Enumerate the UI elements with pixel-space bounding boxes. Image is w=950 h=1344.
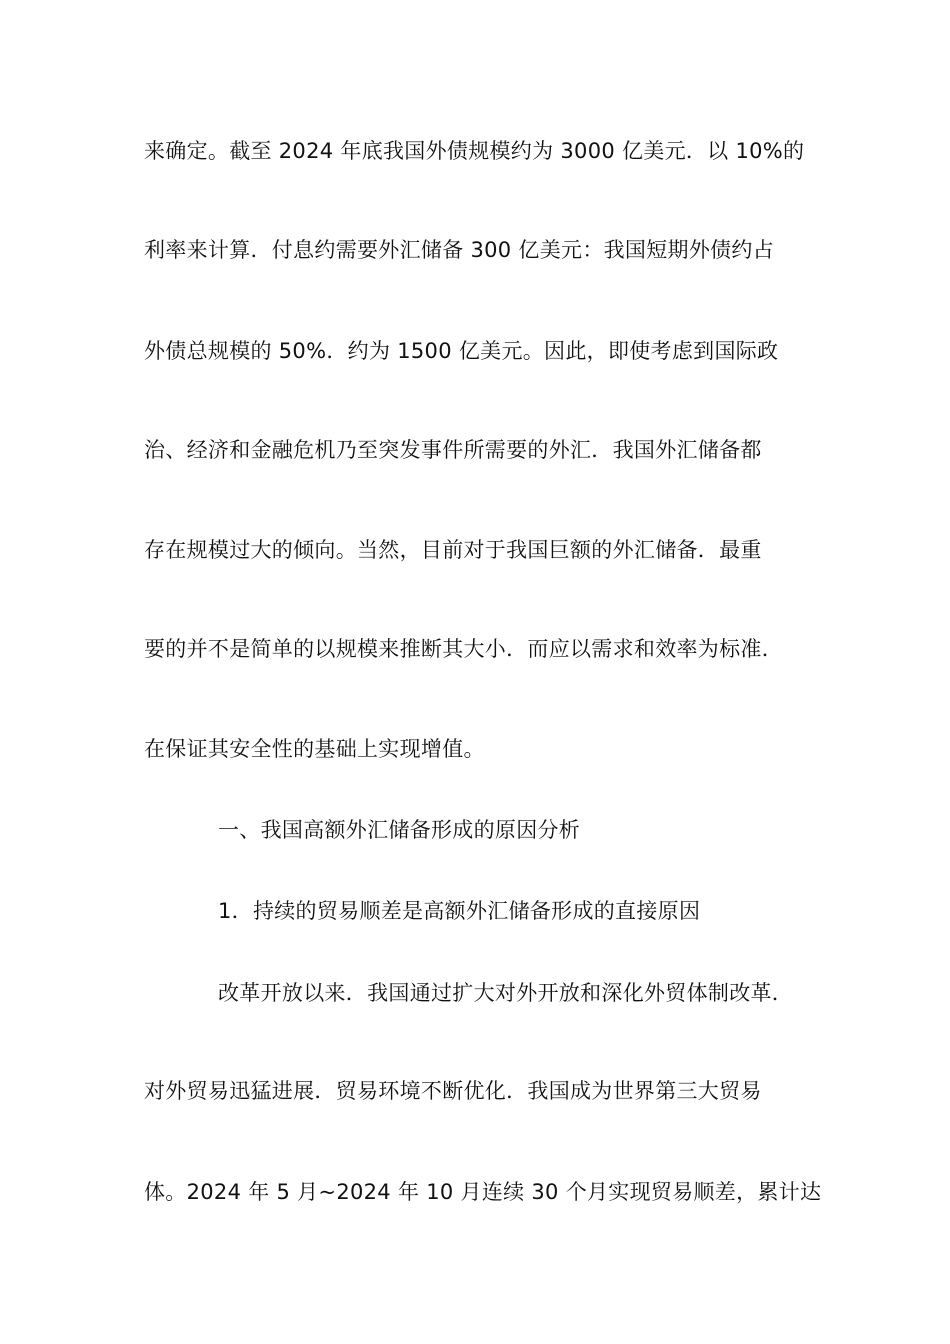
paragraph-line: 来确定。截至 2024 年底我国外债规模约为 3000 亿美元．以 10%的 <box>144 139 805 163</box>
paragraph-line: 改革开放以来．我国通过扩大对外开放和深化外贸体制改革． <box>218 981 794 1005</box>
paragraph-line: 体。2024 年 5 月~2024 年 10 月连续 30 个月实现贸易顺差，累计达 <box>144 1180 822 1204</box>
paragraph-line: 治、经济和金融危机乃至突发事件所需要的外汇．我国外汇储备都 <box>144 438 762 462</box>
paragraph-line: 在保证其安全性的基础上实现增值。 <box>144 737 485 761</box>
paragraph-line: 利率来计算．付息约需要外汇储备 300 亿美元：我国短期外债约占 <box>144 238 775 262</box>
subsection-heading: 1．持续的贸易顺差是高额外汇储备形成的直接原因 <box>218 899 701 923</box>
paragraph-line: 存在规模过大的倾向。当然，目前对于我国巨额的外汇储备．最重 <box>144 538 762 562</box>
section-heading: 一、我国高额外汇储备形成的原因分析 <box>218 818 581 842</box>
paragraph-line: 外债总规模的 50%．约为 1500 亿美元。因此，即使考虑到国际政 <box>144 339 779 363</box>
paragraph-line: 对外贸易迅猛进展．贸易环境不断优化．我国成为世界第三大贸易 <box>144 1079 762 1103</box>
paragraph-line: 要的并不是简单的以规模来推断其大小．而应以需求和效率为标准． <box>144 637 783 661</box>
